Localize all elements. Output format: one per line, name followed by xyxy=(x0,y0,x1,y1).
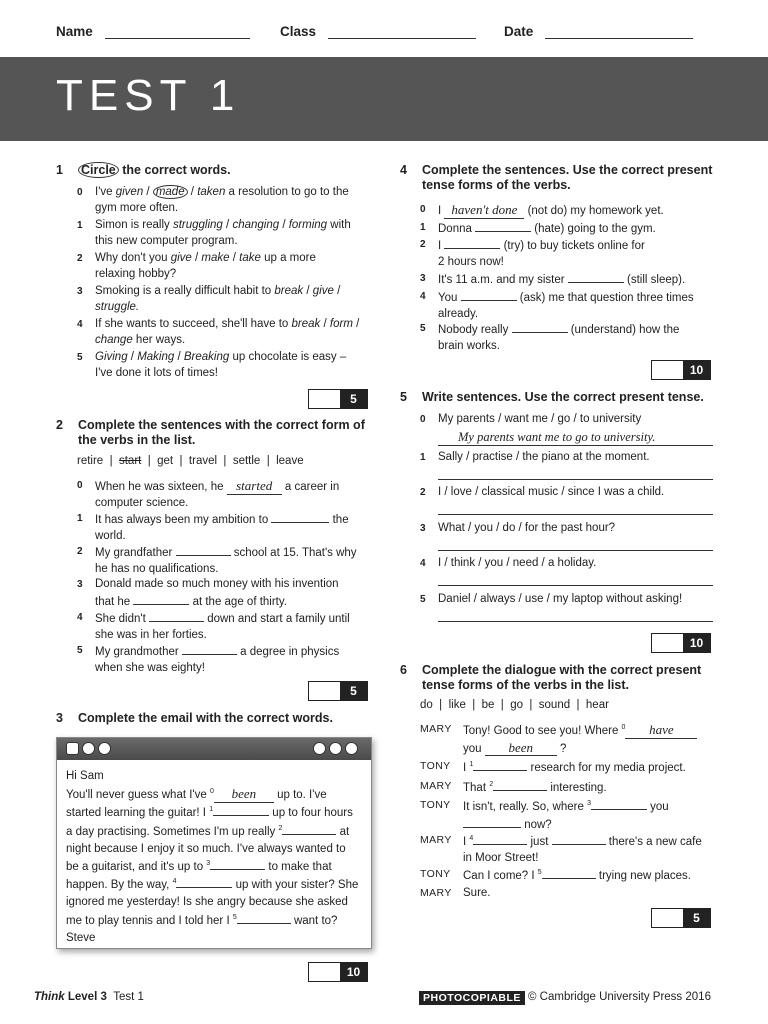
text: now? xyxy=(521,818,552,831)
copyright: © Cambridge University Press 2016 xyxy=(528,991,711,1003)
score-points: 10 xyxy=(683,361,710,379)
text: You'll never guess what I've xyxy=(66,789,210,802)
answer-blank[interactable] xyxy=(493,779,547,791)
q5-score-box[interactable] xyxy=(651,633,711,653)
answer-blank[interactable] xyxy=(568,271,624,283)
q4-heading-line2: tense forms of the verbs. xyxy=(422,178,571,192)
score-points: 10 xyxy=(340,963,367,981)
text: My grandfather xyxy=(95,547,176,559)
item-number: 3 xyxy=(420,523,426,534)
item-number: 4 xyxy=(77,612,83,623)
option[interactable]: take xyxy=(239,252,261,264)
answer-blank[interactable] xyxy=(542,867,596,879)
answer-blank[interactable] xyxy=(444,237,500,249)
example-answer: been xyxy=(214,785,274,803)
text: Donna xyxy=(438,223,476,235)
q5-prompt: What / you / do / for the past hour? xyxy=(438,522,616,534)
answer-blank[interactable] xyxy=(182,643,237,655)
q6-word-list: do | like | be | go | sound | hear xyxy=(420,699,609,711)
example-answer: been xyxy=(485,740,557,757)
text: up to. I've xyxy=(273,789,327,802)
text: at xyxy=(336,825,350,838)
speaker-name: MARY xyxy=(420,780,452,792)
q2-number: 2 xyxy=(56,418,63,432)
option[interactable]: forming xyxy=(288,219,328,231)
item-number: 2 xyxy=(77,253,83,264)
speaker-name: TONY xyxy=(420,760,451,772)
text: It isn't, really. So, where xyxy=(463,801,588,813)
item-number: 4 xyxy=(420,558,426,569)
dialog-text xyxy=(463,886,733,902)
item-number: 2 xyxy=(420,239,426,250)
text: be a guitarist, and it's up to xyxy=(66,861,207,874)
text: when she was eighty! xyxy=(95,661,205,674)
email-titlebar xyxy=(57,738,371,760)
q1-item-0-text: I've given / made / taken a resolution to go to the gym more often. xyxy=(95,186,349,214)
dialog-text xyxy=(463,779,733,797)
option[interactable]: struggle. xyxy=(95,300,140,313)
gap-number: 3 xyxy=(206,860,211,868)
item-number: 2 xyxy=(420,487,426,498)
q6-number: 6 xyxy=(400,663,407,677)
q1-item-4-text: If she wants to succeed, she'll have to break / form / change her ways. xyxy=(95,318,360,346)
q5-prompt: Sally / practise / the piano at the moment. xyxy=(438,451,650,463)
word: go xyxy=(510,699,523,711)
answer-blank[interactable] xyxy=(149,610,204,622)
score-entry[interactable] xyxy=(652,361,683,379)
speaker-name: MARY xyxy=(420,834,452,846)
email-line xyxy=(66,876,366,894)
text: to make that xyxy=(265,861,332,874)
email-signature: Steve xyxy=(66,931,96,944)
text: Simon is really xyxy=(95,219,173,231)
text: Smoking is a really difficult habit to xyxy=(95,285,275,297)
score-points: 5 xyxy=(683,909,710,927)
text: down and start a family until xyxy=(204,613,350,625)
item-number: 1 xyxy=(420,222,426,233)
q2-item-5-text xyxy=(95,643,339,676)
option[interactable]: changing xyxy=(232,219,280,231)
text: Nobody really xyxy=(438,324,512,336)
q3-instruction: Complete the email with the correct words. xyxy=(78,711,333,725)
text: (still sleep). xyxy=(623,274,686,286)
q1-score-box[interactable] xyxy=(308,389,368,409)
gap-number: 5 xyxy=(537,869,542,877)
q1-number: 1 xyxy=(56,163,63,177)
dialog-text xyxy=(463,759,733,777)
attachment-icon[interactable] xyxy=(82,742,95,755)
answer-line[interactable] xyxy=(438,514,713,515)
text: at the age of thirty. xyxy=(189,595,287,608)
q1-item-2-text: Why don't you give / make / take up a more relaxing hobby? xyxy=(95,252,316,280)
word: leave xyxy=(276,455,304,467)
speaker-name: MARY xyxy=(420,723,452,735)
dialog-text xyxy=(463,798,733,833)
text: school at 15. That's why xyxy=(230,547,357,559)
email-line: night because I enjoy it so much. I've always wanted to xyxy=(66,842,346,855)
word: retire xyxy=(77,455,104,467)
gap-number: 2 xyxy=(489,781,494,789)
text: me to play tennis and I told her I xyxy=(66,914,233,927)
text: world. xyxy=(95,529,126,542)
gap-number: 3 xyxy=(587,800,591,808)
answer-line[interactable] xyxy=(438,550,713,551)
text: Why don't you xyxy=(95,252,171,264)
page-title: TEST 1 xyxy=(56,71,241,120)
q2-item-3-text xyxy=(95,577,339,610)
text: a career in xyxy=(281,481,340,493)
text: she was in her forties. xyxy=(95,628,207,641)
book-level: Level 3 xyxy=(64,991,107,1003)
example-answer: haven't done xyxy=(444,202,524,219)
email-line xyxy=(66,912,366,930)
text: happen. By the way, xyxy=(66,879,173,892)
text: the xyxy=(329,514,349,526)
answer-blank[interactable] xyxy=(282,823,336,835)
q1-item-1-text: Simon is really struggling / changing / forming with this new computer program. xyxy=(95,219,351,247)
q6-instruction xyxy=(422,663,701,693)
q5-prompt: My parents / want me / go / to university xyxy=(438,413,642,425)
close-icon[interactable] xyxy=(345,742,358,755)
word: settle xyxy=(232,455,261,467)
answer-blank[interactable] xyxy=(461,289,517,301)
email-line: ignored me yesterday! Is she angry because she asked xyxy=(66,896,348,909)
text: It's 11 a.m. and my sister xyxy=(438,274,568,286)
option[interactable]: give xyxy=(170,252,192,264)
text: research for my media project. xyxy=(527,762,686,774)
email-body xyxy=(66,768,366,947)
q2-heading-line1: Complete the sentences with the correct form of xyxy=(78,418,365,432)
option[interactable]: break xyxy=(291,318,321,330)
dialog-text xyxy=(463,833,733,866)
photocopiable-badge: PHOTOCOPIABLE xyxy=(419,991,525,1005)
q3-number: 3 xyxy=(56,711,63,725)
text: trying new places. xyxy=(595,870,691,882)
option[interactable]: Breaking xyxy=(183,351,230,363)
gap-number: 0 xyxy=(621,724,626,732)
option[interactable]: given xyxy=(115,186,144,198)
answer-line[interactable] xyxy=(438,479,713,480)
q1-item-3-text: Smoking is a really difficult habit to break / give / struggle. xyxy=(95,285,341,313)
answer-blank[interactable] xyxy=(213,804,269,816)
text: her ways. xyxy=(132,333,186,346)
q2-score-box[interactable] xyxy=(308,681,368,701)
word: do xyxy=(420,699,433,711)
score-entry[interactable] xyxy=(309,390,340,408)
text: a day practising. Sometimes I'm up really xyxy=(66,825,279,838)
date-field xyxy=(504,24,693,39)
q1-circle-word: Circle xyxy=(78,162,119,178)
q5-prompt: I / love / classical music / since I was a child. xyxy=(438,486,665,498)
answer-blank[interactable] xyxy=(133,593,189,605)
gap-number: 2 xyxy=(278,824,283,832)
maximize-icon[interactable] xyxy=(329,742,342,755)
text: he has no qualifications. xyxy=(95,562,219,575)
email-line xyxy=(66,804,366,822)
text: That xyxy=(463,782,490,794)
q3-score-box[interactable] xyxy=(308,962,368,982)
minimize-icon[interactable] xyxy=(313,742,326,755)
example-answer-line xyxy=(438,430,713,446)
text: / xyxy=(352,318,360,330)
q4-item-5-text xyxy=(438,321,679,354)
q6-score-box[interactable] xyxy=(651,908,711,928)
gap-number: 1 xyxy=(469,761,474,769)
answer-blank[interactable] xyxy=(176,544,231,556)
answer-blank[interactable] xyxy=(271,511,329,523)
q5-prompt: Daniel / always / use / my laptop without asking! xyxy=(438,593,683,605)
answer-blank[interactable] xyxy=(463,816,521,828)
gap-number: 0 xyxy=(209,788,214,796)
text: I xyxy=(463,762,470,774)
word: get xyxy=(157,455,174,467)
text: brain works. xyxy=(438,339,500,352)
text: (understand) how the xyxy=(567,324,680,336)
answer-line[interactable] xyxy=(438,621,713,622)
text: just xyxy=(527,836,552,848)
example-answer: have xyxy=(625,722,697,739)
text: already. xyxy=(438,307,479,320)
book-title: Think xyxy=(34,991,65,1003)
gap-number: 4 xyxy=(172,878,177,886)
item-number: 5 xyxy=(77,352,83,363)
item-number: 3 xyxy=(77,579,83,590)
option[interactable]: break xyxy=(274,285,304,297)
q4-score-box[interactable] xyxy=(651,360,711,380)
dialog-text xyxy=(463,867,733,885)
item-number: 5 xyxy=(420,323,426,334)
answer-blank[interactable] xyxy=(512,321,568,333)
option-circled[interactable]: made xyxy=(153,185,188,199)
send-icon[interactable] xyxy=(98,742,111,755)
option[interactable]: Giving xyxy=(95,351,128,363)
text: Tony! Good to see you! Where xyxy=(463,725,622,737)
example-answer: started xyxy=(227,478,282,495)
score-entry[interactable] xyxy=(652,634,683,652)
class-field xyxy=(280,24,476,39)
email-greeting: Hi Sam xyxy=(66,770,104,782)
text: I've xyxy=(95,186,116,198)
date-label: Date xyxy=(504,24,534,39)
text: I xyxy=(438,205,445,217)
email-line xyxy=(66,823,366,841)
word: travel xyxy=(188,455,218,467)
text: gym more often. xyxy=(95,201,179,214)
gap-number: 1 xyxy=(209,806,214,814)
option[interactable]: change xyxy=(95,333,133,346)
q4-item-1-text xyxy=(438,220,656,238)
text: started learning the guitar! I xyxy=(66,807,210,820)
text: up with your sister? She xyxy=(232,879,359,892)
option[interactable]: give xyxy=(312,285,334,297)
text: want to? xyxy=(290,914,338,927)
name-line[interactable] xyxy=(105,25,250,39)
score-entry[interactable] xyxy=(309,963,340,981)
answer-blank[interactable] xyxy=(473,759,527,771)
text: Donald made so much money with his invention xyxy=(95,578,339,590)
q1-instruction xyxy=(78,163,231,178)
q4-heading-line1: Complete the sentences. Use the correct present xyxy=(422,163,713,177)
item-number: 0 xyxy=(77,480,83,491)
option[interactable]: taken xyxy=(197,186,226,198)
q1-heading-rest: the correct words. xyxy=(122,163,231,177)
text: you xyxy=(463,742,485,755)
score-points: 10 xyxy=(683,634,710,652)
text: She didn't xyxy=(95,613,149,625)
answer-line[interactable] xyxy=(438,585,713,586)
item-number: 4 xyxy=(77,319,83,330)
name-field xyxy=(56,24,250,39)
answer-blank[interactable] xyxy=(210,858,265,870)
text: When he was sixteen, he xyxy=(95,481,227,493)
q4-item-0-text xyxy=(438,202,664,220)
item-number: 4 xyxy=(420,291,426,302)
speaker-name: TONY xyxy=(420,868,451,880)
text: Sure. xyxy=(463,887,491,899)
text: a degree in physics xyxy=(236,646,340,658)
q4-item-3-text xyxy=(438,271,685,289)
text: 2 hours now! xyxy=(438,255,504,268)
answer-blank[interactable] xyxy=(475,220,531,232)
q2-instruction xyxy=(78,418,365,448)
word: sound xyxy=(538,699,571,711)
date-line[interactable] xyxy=(545,25,693,39)
q4-item-4-text xyxy=(438,289,694,322)
answer-blank[interactable] xyxy=(473,833,527,845)
q6-heading-line1: Complete the dialogue with the correct present xyxy=(422,663,702,677)
title-banner xyxy=(0,57,768,141)
word-used: start xyxy=(118,455,142,467)
text: (ask) me that question three times xyxy=(516,292,694,304)
text: computer science. xyxy=(95,496,189,509)
answer-blank[interactable] xyxy=(237,912,291,924)
text: up to four hours xyxy=(269,807,353,820)
q5-prompt: I / think / you / need / a holiday. xyxy=(438,557,597,569)
q4-number: 4 xyxy=(400,163,407,177)
answer-blank[interactable] xyxy=(552,833,606,845)
dialog-text xyxy=(463,722,733,757)
gap-number: 5 xyxy=(232,913,237,921)
text: If she wants to succeed, she'll have to xyxy=(95,318,292,330)
text: up chocolate is easy – xyxy=(229,351,347,363)
answer-blank[interactable] xyxy=(591,798,647,810)
text: this new computer program. xyxy=(95,234,238,247)
q2-item-2-text xyxy=(95,544,357,577)
item-number: 5 xyxy=(77,645,83,656)
text: in Moor Street! xyxy=(463,851,539,864)
class-line[interactable] xyxy=(328,25,476,39)
email-line xyxy=(66,858,366,876)
text: that he xyxy=(95,595,134,608)
mail-icon[interactable] xyxy=(66,742,79,755)
item-number: 1 xyxy=(77,220,83,231)
q5-instruction: Write sentences. Use the correct present tense. xyxy=(422,390,704,404)
text: / xyxy=(333,285,341,297)
text: interesting. xyxy=(547,782,607,794)
speaker-name: MARY xyxy=(420,887,452,899)
q2-item-0-text xyxy=(95,478,339,511)
text: Can I come? I xyxy=(463,870,538,882)
text: My grandmother xyxy=(95,646,182,658)
q4-item-2-text xyxy=(438,237,645,270)
footer-book xyxy=(34,991,144,1003)
q5-number: 5 xyxy=(400,390,407,404)
email-line xyxy=(66,785,366,804)
item-number: 1 xyxy=(420,452,426,463)
example-answer: My parents want me to go to university. xyxy=(458,430,656,444)
text: I xyxy=(438,240,445,252)
email-window xyxy=(56,737,372,949)
score-points: 5 xyxy=(340,682,367,700)
text: there's a new cafe xyxy=(605,836,702,848)
item-number: 2 xyxy=(77,546,83,557)
class-label: Class xyxy=(280,24,317,39)
text: ? xyxy=(556,742,567,755)
score-entry[interactable] xyxy=(652,909,683,927)
option[interactable]: struggling xyxy=(172,219,223,231)
q2-item-1-text xyxy=(95,511,349,544)
gap-number: 4 xyxy=(469,835,474,843)
text: with xyxy=(327,219,351,231)
q2-word-list: retire | start | get | travel | settle | leave xyxy=(77,455,304,467)
item-number: 0 xyxy=(77,187,83,198)
item-number: 5 xyxy=(420,594,426,605)
q4-instruction xyxy=(422,163,712,193)
score-points: 5 xyxy=(340,390,367,408)
word: like xyxy=(448,699,466,711)
q6-heading-line2: tense forms of the verbs in the list. xyxy=(422,678,629,692)
text: I xyxy=(463,836,470,848)
text: you xyxy=(646,801,669,813)
text: relaxing hobby? xyxy=(95,267,177,280)
q1-item-5-text: Giving / Making / Breaking up chocolate is easy – I've done it lots of times! xyxy=(95,351,347,379)
word: hear xyxy=(585,699,609,711)
option[interactable]: make xyxy=(201,252,230,264)
text: a resolution to go to the xyxy=(225,186,349,198)
name-label: Name xyxy=(56,24,93,39)
item-number: 3 xyxy=(420,273,426,284)
text: You xyxy=(438,292,461,304)
q2-item-4-text xyxy=(95,610,350,643)
q2-heading-line2: the verbs in the list. xyxy=(78,433,196,447)
text: (hate) going to the gym. xyxy=(531,223,656,235)
item-number: 1 xyxy=(77,513,83,524)
option[interactable]: Making xyxy=(137,351,175,363)
text: I've done it lots of times! xyxy=(95,366,219,379)
footer-test: Test 1 xyxy=(113,991,144,1003)
item-number: 0 xyxy=(420,414,426,425)
speaker-name: TONY xyxy=(420,799,451,811)
text: (not do) my homework yet. xyxy=(524,205,664,217)
text: up a more xyxy=(260,252,316,264)
word: be xyxy=(481,699,495,711)
item-number: 0 xyxy=(420,204,426,215)
text: (try) to buy tickets online for xyxy=(500,240,645,252)
score-entry[interactable] xyxy=(309,682,340,700)
answer-blank[interactable] xyxy=(176,876,232,888)
option[interactable]: form xyxy=(329,318,353,330)
text: It has always been my ambition to xyxy=(95,514,272,526)
item-number: 3 xyxy=(77,286,83,297)
